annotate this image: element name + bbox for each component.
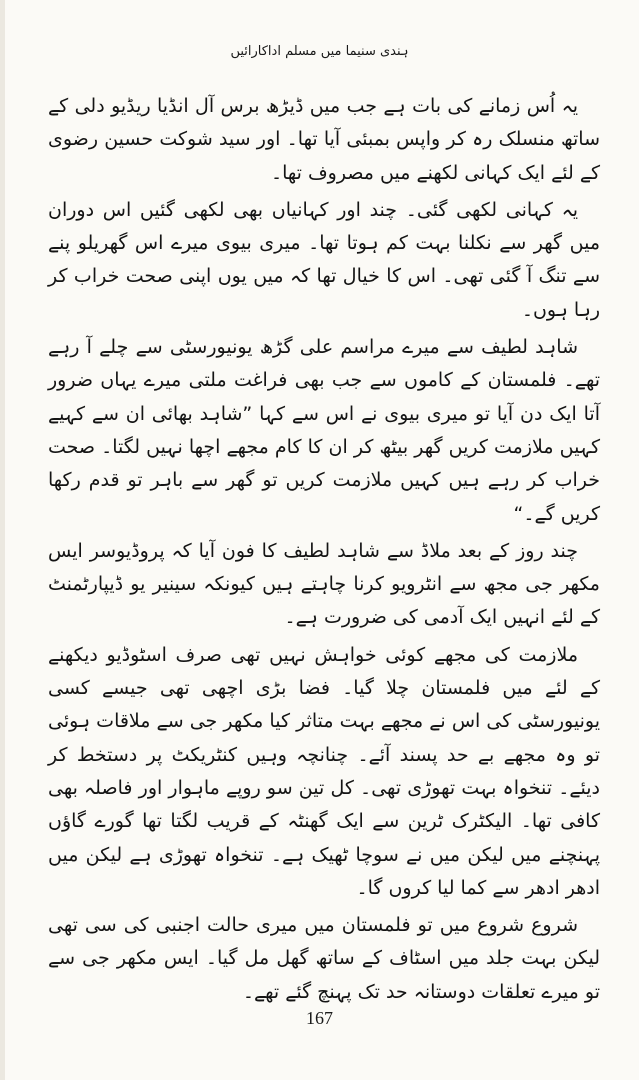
- paragraph-6: شروع شروع میں تو فلمستان میں میری حالت اجنبی کی سی تھی لیکن بہت جلد میں اسٹاف کے ساتھ گھل مل گیا۔ ایس مکھر جی سے تو میرے تعلقات دوستانہ حد تک پہنچ گئے تھے۔: [48, 914, 600, 1003]
- page-number: 167: [306, 1008, 333, 1028]
- body-text: [48, 90, 600, 1013]
- paragraph-1: یہ اُس زمانے کی بات ہے جب میں ڈیڑھ برس آل انڈیا ریڈیو دلی کے ساتھ منسلک رہ کر واپس بمبئی آیا تھا۔ اور سید شوکت حسین رضوی کے لئے ایک کہانی لکھنے میں مصروف تھا۔: [48, 95, 600, 184]
- paragraph-3: شاہد لطیف سے میرے مراسم علی گڑھ یونیورسٹی سے چلے آ رہے تھے۔ فلمستان کے کاموں سے جب بھی فراغت ملتی میرے یہاں ضرور آتا ایک دن آیا تو میری بیوی نے اس سے کہا ”شاہد بھائی ان سے کہیے کہیں ملازمت کریں گھر بیٹھ کر ان کا کام مجھے اچھا نہیں لگتا۔ صحت خراب کر رہے ہیں کہیں ملازمت کریں تو گھر سے باہر تو قدم رکھا کریں گے۔“: [48, 336, 600, 525]
- paragraph-4: چند روز کے بعد ملاڈ سے شاہد لطیف کا فون آیا کہ پروڈیوسر ایس مکھر جی مجھ سے انٹرویو کرنا چاہتے ہیں کیونکہ سینیر یو ڈیپارٹمنٹ کے لئے انہیں ایک آدمی کی ضرورت ہے۔: [48, 539, 600, 629]
- running-header: ہندی سنیما میں مسلم اداکارائیں: [230, 44, 409, 59]
- paragraph-2: یہ کہانی لکھی گئی۔ چند اور کہانیاں بھی لکھی گئیں اس دوران میں گھر سے نکلنا بہت کم ہوتا تھا۔ میری بیوی میرے اس گھریلو پنے سے تنگ آ گئی تھی۔ اس کا خیال تھا کہ میں یوں اپنی صحت خراب کر رہا ہوں۔: [48, 198, 600, 321]
- page-gutter-edge: [0, 0, 5, 1080]
- paragraph-5: ملازمت کی مجھے کوئی خواہش نہیں تھی صرف اسٹوڈیو دیکھنے کے لئے میں فلمستان چلا گیا۔ فضا بڑی اچھی تھی جیسے کسی یونیورسٹی کی اس نے مجھے بہت متاثر کیا مکھر جی سے ملاقات ہوئی تو وہ مجھے بے حد پسند آئے۔ چنانچہ وہیں کنٹریکٹ پر دستخط کر دیئے۔ تنخواہ بہت تھوڑی تھی۔ کل تین سو روپے ماہوار اور فاصلہ بھی کافی تھا۔ الیکٹرک ٹرین سے ایک گھنٹہ کے قریب لگتا تھا گورے گاؤں پہنچنے میں لیکن میں نے سوچا ٹھیک ہے۔ تنخواہ تھوڑی ہے لیکن میں ادھر ادھر سے کما لیا کروں گا۔: [48, 643, 600, 899]
